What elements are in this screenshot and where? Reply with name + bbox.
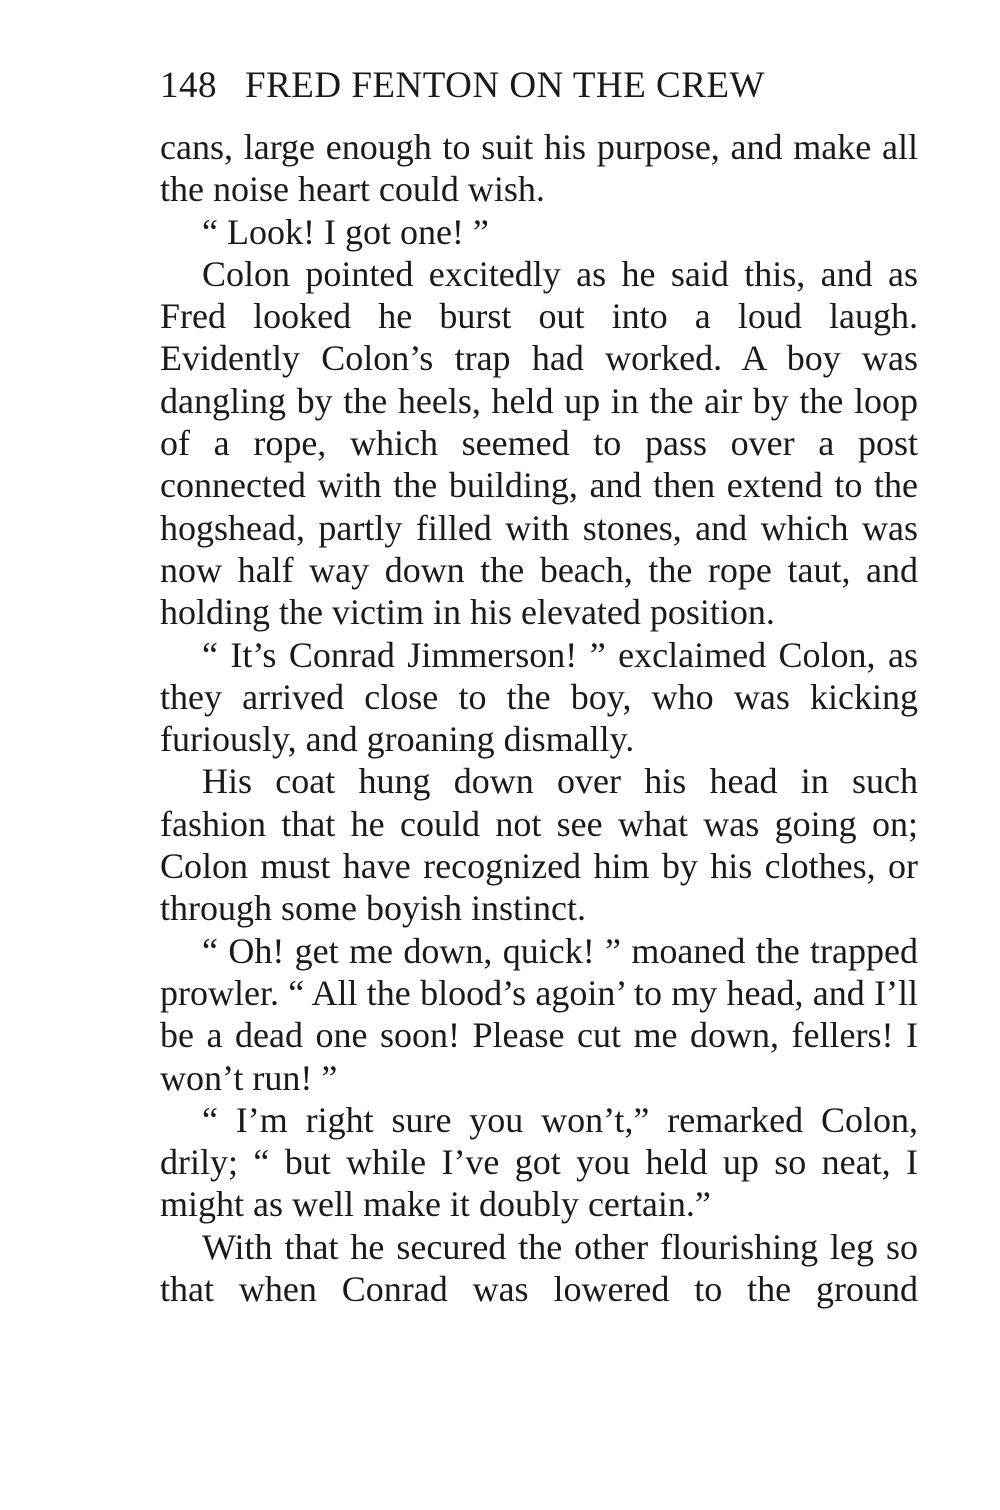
running-head — [160, 64, 840, 108]
paragraph-continued: cans, large enough to suit his purpose, and make all the noise heart could wish. — [160, 127, 918, 210]
paragraph: “ Look! I got one! ” — [202, 211, 489, 252]
running-title: FRED FENTON ON THE CREW — [245, 65, 765, 106]
paragraph-continues: With that he secured the other flourishing leg so that when Conrad was lowered to the ground — [160, 1226, 918, 1310]
paragraph: Colon pointed excitedly as he said this, and as Fred looked he burst out into a loud laugh. Evidently Colon’s trap had worked. A boy was dangling by the heels, held up in the air by the loop of a rope, which seemed to pass over a post connected with the building, and then extend to the hogshead, partly filled with stones, and which was now half way down the beach, the rope taut, and holding the victim in his elevated position. — [160, 253, 918, 633]
paragraph: “ Oh! get me down, quick! ” moaned the trapped prowler. “ All the blood’s agoin’ to my head, and I’ll be a dead one soon! Please cut me down, fellers! I won’t run! ” — [160, 930, 918, 1098]
body-text — [160, 126, 918, 1310]
paragraph: “ I’m right sure you won’t,” remarked Colon, drily; “ but while I’ve got you held up so neat, I might as well make it doubly certain.” — [160, 1099, 918, 1225]
page-number: 148 — [160, 65, 217, 106]
paragraph: His coat hung down over his head in such fashion that he could not see what was going on; Colon must have recognized him by his clothes, or through some boyish instinct. — [160, 761, 918, 929]
paragraph: “ It’s Conrad Jimmerson! ” exclaimed Colon, as they arrived close to the boy, who was kicking furiously, and groaning dismally. — [160, 634, 918, 760]
